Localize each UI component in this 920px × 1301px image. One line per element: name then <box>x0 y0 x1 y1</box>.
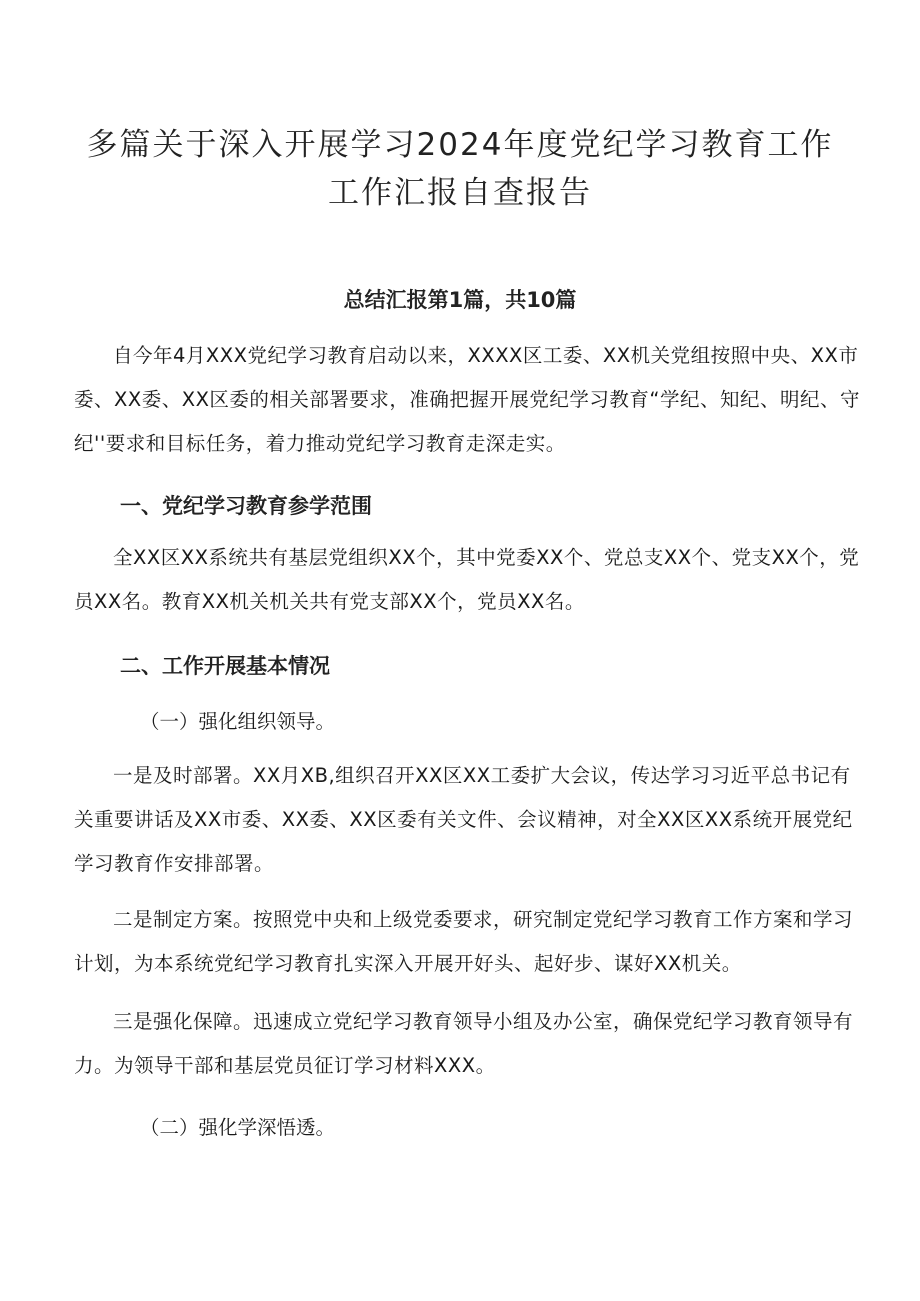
document-title-line1: 多篇关于深入开展学习2024年度党纪学习教育工作 <box>86 127 834 163</box>
section1-paragraph: 全XX区XX系统共有基层党组织XX个，其中党委XX个、党总支XX个、党支XX个，党员XX名。教育XX机关机关共有党支部XX个，党员XX名。 <box>74 546 860 613</box>
intro-paragraph: 自今年4月XXX党纪学习教育启动以来，XXXX区工委、XX机关党组按照中央、XX市委、XX委、XX区委的相关部署要求，准确把握开展党纪学习教育“学纪、知纪、明纪、守纪''要求和目标任务，着力推动党纪学习教育走深走实。 <box>74 344 861 455</box>
section1-heading: 一、党纪学习教育参学范围 <box>120 494 372 518</box>
document-title-line2: 工作汇报自查报告 <box>328 175 592 211</box>
section2-heading: 二、工作开展基本情况 <box>120 654 330 678</box>
section2-subheading-1: （一）强化组织领导。 <box>140 710 336 733</box>
paragraph-plan-formulation: 二是制定方案。按照党中央和上级党委要求，研究制定党纪学习教育工作方案和学习计划，为本系统党纪学习教育扎实深入开展开好头、起好步、谋好XX机关。 <box>74 908 854 975</box>
section2-subheading-2: （二）强化学深悟透。 <box>140 1116 336 1139</box>
paragraph-timely-deployment: 一是及时部署。XX月XB,组织召开XX区XX工委扩大会议，传达学习习近平总书记有关重要讲话及XX市委、XX委、XX区委有关文件、会议精神，对全XX区XX系统开展党纪学习教育作安排部署。 <box>74 764 853 875</box>
paragraph-strengthen-guarantee: 三是强化保障。迅速成立党纪学习教育领导小组及办公室，确保党纪学习教育领导有力。为领导干部和基层党员征订学习材料XXX。 <box>74 1010 854 1077</box>
document-subtitle: 总结汇报第1篇，共10篇 <box>343 288 577 312</box>
